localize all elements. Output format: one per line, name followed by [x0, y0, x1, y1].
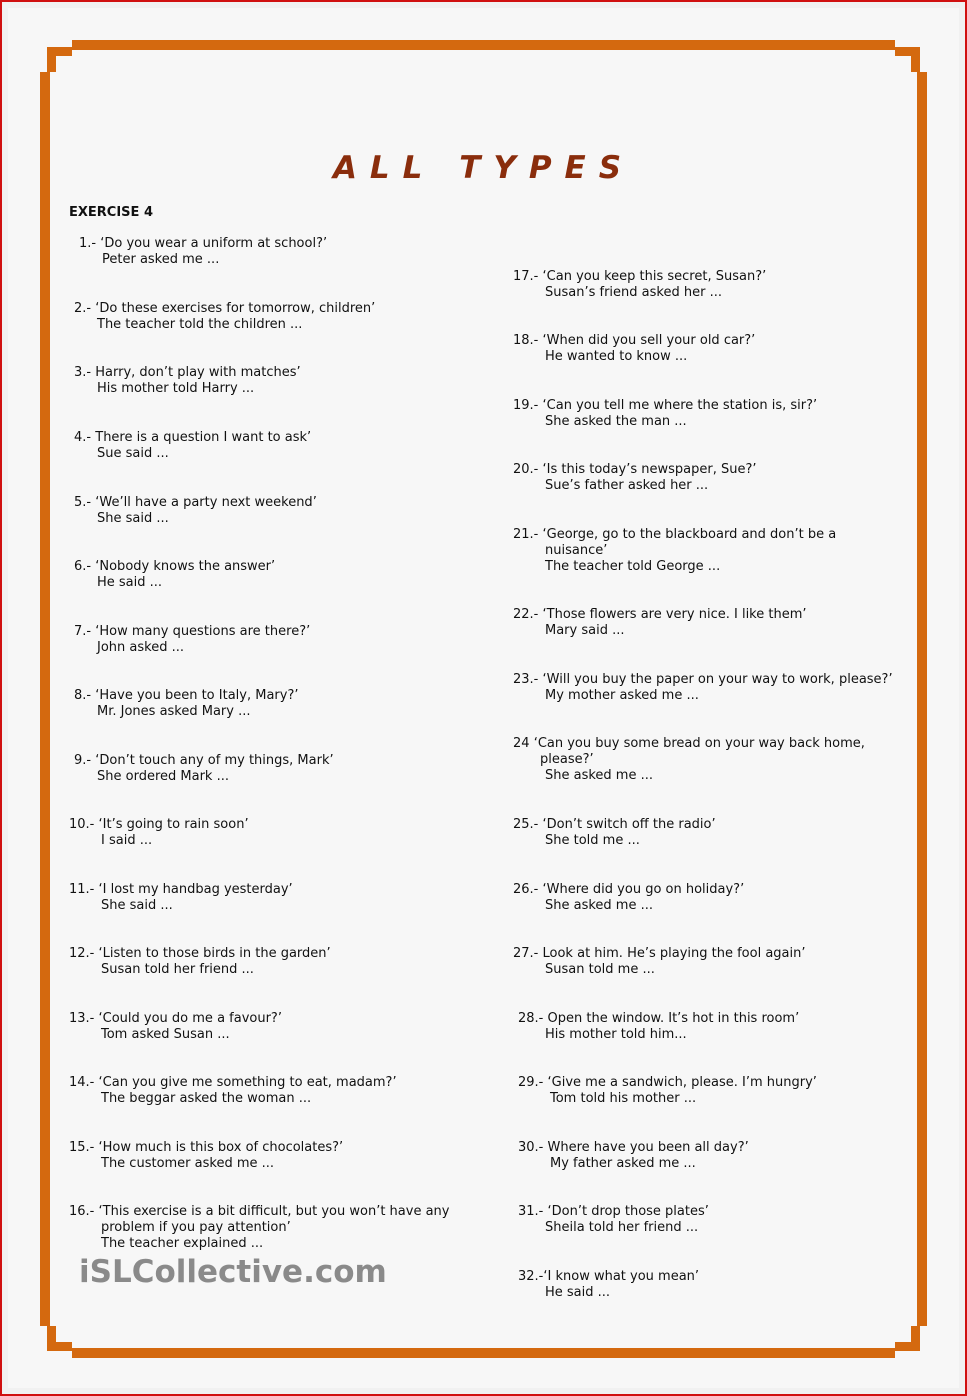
list-item: 23.- ‘Will you buy the paper on your way to work, please?’ My mother asked me ... [513, 672, 893, 704]
list-item: 1.- ‘Do you wear a uniform at school?’ Peter asked me ... [79, 236, 328, 268]
list-item: 11.- ‘I lost my handbag yesterday’ She said ... [69, 882, 293, 914]
list-item: 27.- Look at him. He’s playing the fool again’ Susan told me ... [513, 946, 806, 978]
list-item: 18.- ‘When did you sell your old car?’ He wanted to know ... [513, 333, 756, 365]
list-item: 20.- ‘Is this today’s newspaper, Sue?’ Sue’s father asked her ... [513, 462, 757, 494]
list-item: 28.- Open the window. It’s hot in this room’ His mother told him... [518, 1011, 800, 1043]
list-item: 6.- ‘Nobody knows the answer’ He said ... [74, 559, 276, 591]
list-item: 24 ‘Can you buy some bread on your way back home, please?’ She asked me ... [513, 736, 865, 784]
exercise-label: EXERCISE 4 [69, 205, 153, 220]
list-item: 32.-‘I know what you mean’ He said ... [518, 1269, 700, 1301]
page-title: ALL TYPES [332, 150, 635, 186]
list-item: 9.- ‘Don’t touch any of my things, Mark’ She ordered Mark ... [74, 753, 334, 785]
list-item: 12.- ‘Listen to those birds in the garden’ Susan told her friend ... [69, 946, 331, 978]
list-item: 2.- ‘Do these exercises for tomorrow, children’ The teacher told the children ... [74, 301, 376, 333]
list-item: 29.- ‘Give me a sandwich, please. I’m hungry’ Tom told his mother ... [518, 1075, 817, 1107]
list-item: 21.- ‘George, go to the blackboard and don’t be a nuisance’ The teacher told George ... [513, 527, 837, 575]
list-item: 5.- ‘We’ll have a party next weekend’ She said ... [74, 495, 317, 527]
list-item: 30.- Where have you been all day?’ My father asked me ... [518, 1140, 749, 1172]
list-item: 15.- ‘How much is this box of chocolates?’ The customer asked me ... [69, 1140, 344, 1172]
list-item: 14.- ‘Can you give me something to eat, madam?’ The beggar asked the woman ... [69, 1075, 397, 1107]
list-item: 19.- ‘Can you tell me where the station is, sir?’ She asked the man ... [513, 398, 818, 430]
list-item: 10.- ‘It’s going to rain soon’ I said ... [69, 817, 249, 849]
list-item: 7.- ‘How many questions are there?’ John asked ... [74, 624, 311, 656]
list-item: 8.- ‘Have you been to Italy, Mary?’ Mr. Jones asked Mary ... [74, 688, 299, 720]
watermark-logo: iSLCollective.com [79, 1254, 387, 1290]
list-item: 17.- ‘Can you keep this secret, Susan?’ Susan’s friend asked her ... [513, 269, 767, 301]
list-item: 26.- ‘Where did you go on holiday?’ She asked me ... [513, 882, 745, 914]
list-item: 16.- ‘This exercise is a bit difficult, but you won’t have any problem if you pay attention’ The teacher explained ... [69, 1204, 450, 1252]
list-item: 22.- ‘Those flowers are very nice. I like them’ Mary said ... [513, 607, 807, 639]
list-item: 25.- ‘Don’t switch off the radio’ She told me ... [513, 817, 716, 849]
list-item: 3.- Harry, don’t play with matches’ His mother told Harry ... [74, 365, 301, 397]
list-item: 4.- There is a question I want to ask’ Sue said ... [74, 430, 312, 462]
list-item: 13.- ‘Could you do me a favour?’ Tom asked Susan ... [69, 1011, 282, 1043]
list-item: 31.- ‘Don’t drop those plates’ Sheila told her friend ... [518, 1204, 709, 1236]
